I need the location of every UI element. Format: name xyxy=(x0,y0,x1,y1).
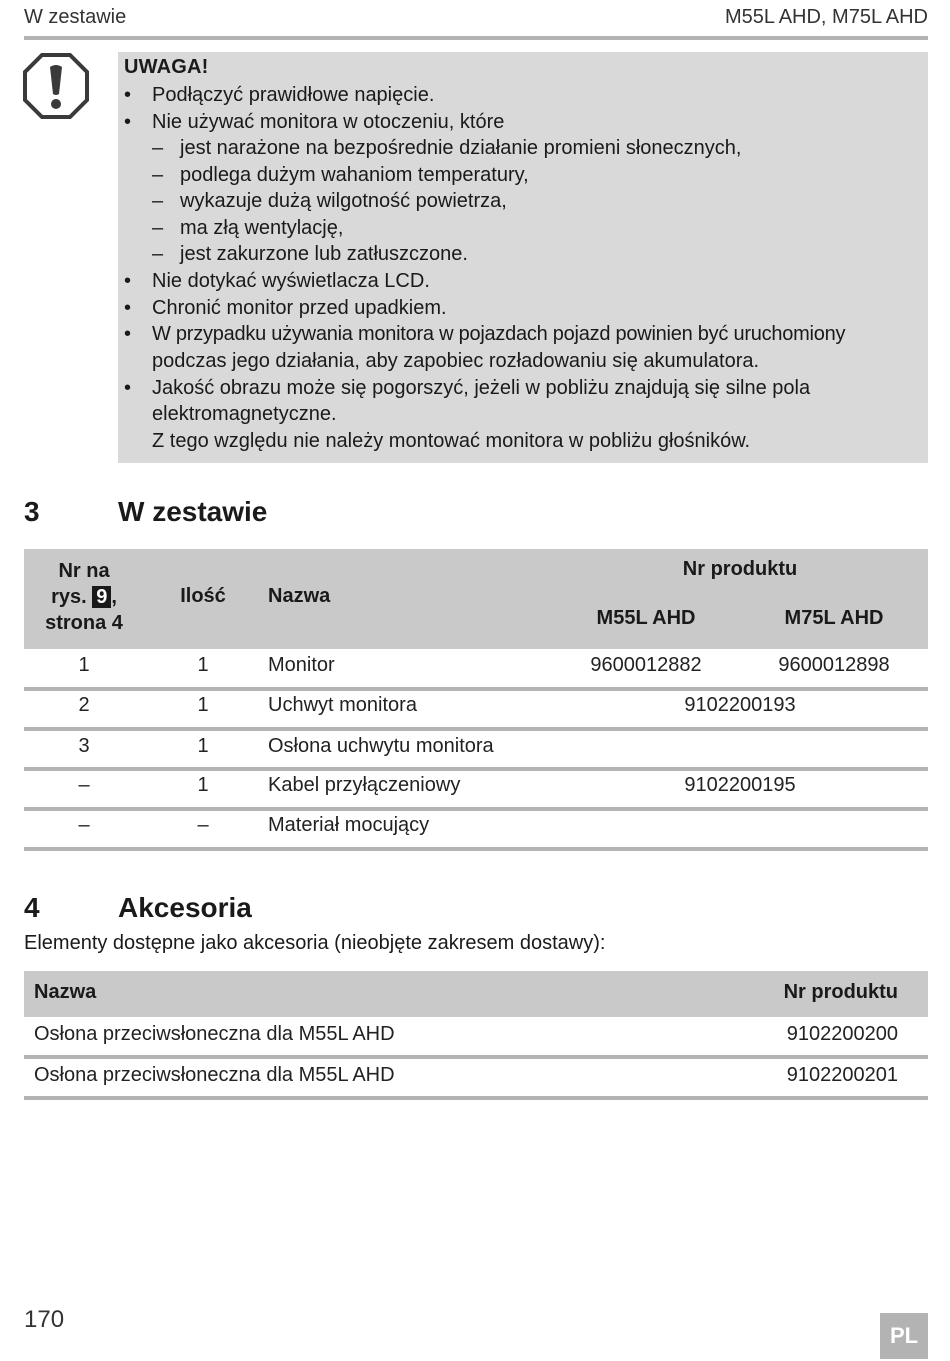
cell-name: Monitor xyxy=(268,654,335,676)
warning-item: Chronić monitor przed upadkiem. xyxy=(152,297,447,319)
col-header-m55: M55L AHD xyxy=(596,607,696,629)
row-rule xyxy=(24,767,928,771)
warning-item-cont: Z tego względu nie należy montować monitora w pobliżu głośników. xyxy=(152,430,751,452)
section-title: Akcesoria xyxy=(118,892,252,923)
warning-item: W przypadku używania monitora w pojazdach pojazd powinien być uruchomiony xyxy=(152,323,846,345)
header-models: M55L AHD, M75L AHD xyxy=(724,6,928,28)
cell-nr: 2 xyxy=(78,694,90,716)
cell-product: 9102200195 xyxy=(684,774,796,796)
warning-subitem: jest narażone na bezpośrednie działanie promieni słonecznych, xyxy=(180,137,742,159)
warning-subitem: wykazuje dużą wilgotność powietrza, xyxy=(180,190,507,212)
language-badge: PL xyxy=(880,1313,928,1359)
warning-title: UWAGA! xyxy=(124,56,209,78)
header-section: W zestawie xyxy=(24,6,127,28)
section-intro: Elementy dostępne jako akcesoria (nieobjęte zakresem dostawy): xyxy=(24,932,606,954)
row-rule xyxy=(24,1096,928,1100)
col-header-figure-nr: Nr na rys. 9 , strona 4 xyxy=(45,560,123,634)
cell-name: Uchwyt monitora xyxy=(268,694,417,716)
header-rule xyxy=(24,36,928,40)
cell-name: Kabel przyłączeniowy xyxy=(268,774,461,796)
cell-nr: – xyxy=(78,774,90,796)
cell-name: Osłona przeciwsłoneczna dla M55L AHD xyxy=(34,1064,395,1086)
cell-qty: 1 xyxy=(197,694,209,716)
exclamation-octagon-icon xyxy=(22,52,90,120)
col-header-name: Nazwa xyxy=(34,981,97,1003)
cell-nr: 3 xyxy=(78,735,90,757)
section-number: 4 xyxy=(24,892,40,923)
row-rule xyxy=(24,847,928,851)
row-rule xyxy=(24,727,928,731)
dash: – xyxy=(152,190,164,212)
cell-name: Materiał mocujący xyxy=(268,814,430,836)
bullet: • xyxy=(124,297,132,319)
cell-qty: 1 xyxy=(197,735,209,757)
bullet: • xyxy=(124,270,132,292)
col-header-name: Nazwa xyxy=(268,585,331,607)
warning-item-cont: elektromagnetyczne. xyxy=(152,403,337,425)
warning-subitem: podlega dużym wahaniom temperatury, xyxy=(180,164,529,186)
cell-product: 9102200200 xyxy=(786,1023,898,1045)
section-title: W zestawie xyxy=(118,496,268,527)
cell-m55: 9600012882 xyxy=(590,654,702,676)
cell-m75: 9600012898 xyxy=(778,654,890,676)
row-rule xyxy=(24,687,928,691)
col-header-product: Nr produktu xyxy=(783,981,898,1003)
warning-item: Podłączyć prawidłowe napięcie. xyxy=(152,84,435,106)
cell-name: Osłona przeciwsłoneczna dla M55L AHD xyxy=(34,1023,395,1045)
cell-product: 9102200193 xyxy=(684,694,796,716)
col-header-m75: M75L AHD xyxy=(784,607,884,629)
dash: – xyxy=(152,164,164,186)
warning-item-cont: podczas jego działania, aby zapobiec rozładowaniu się akumulatora. xyxy=(152,350,760,372)
row-rule xyxy=(24,807,928,811)
warning-subitem: jest zakurzone lub zatłuszczone. xyxy=(180,243,468,265)
warning-subitem: ma złą wentylację, xyxy=(180,217,344,239)
row-rule xyxy=(24,1055,928,1059)
cell-name: Osłona uchwytu monitora xyxy=(268,735,494,757)
cell-qty: 1 xyxy=(197,774,209,796)
cell-qty: 1 xyxy=(197,654,209,676)
figure-badge: 9 xyxy=(92,586,111,608)
page-number: 170 xyxy=(24,1306,65,1333)
bullet: • xyxy=(124,84,132,106)
col-header-qty: Ilość xyxy=(180,585,226,607)
warning-item: Nie dotykać wyświetlacza LCD. xyxy=(152,270,430,292)
bullet: • xyxy=(124,377,132,399)
warning-item: Nie używać monitora w otoczeniu, które xyxy=(152,111,505,133)
cell-nr: 1 xyxy=(78,654,90,676)
cell-nr: – xyxy=(78,814,90,836)
dash: – xyxy=(152,243,164,265)
warning-item: Jakość obrazu może się pogorszyć, jeżeli w pobliżu znajdują się silne pola xyxy=(152,377,811,399)
cell-qty: – xyxy=(197,814,209,836)
bullet: • xyxy=(124,111,132,133)
col-header-product: Nr produktu xyxy=(682,558,798,580)
running-header xyxy=(24,6,928,34)
dash: – xyxy=(152,137,164,159)
cell-product: 9102200201 xyxy=(786,1064,898,1086)
dash: – xyxy=(152,217,164,239)
section-number: 3 xyxy=(24,496,40,527)
bullet: • xyxy=(124,323,132,345)
